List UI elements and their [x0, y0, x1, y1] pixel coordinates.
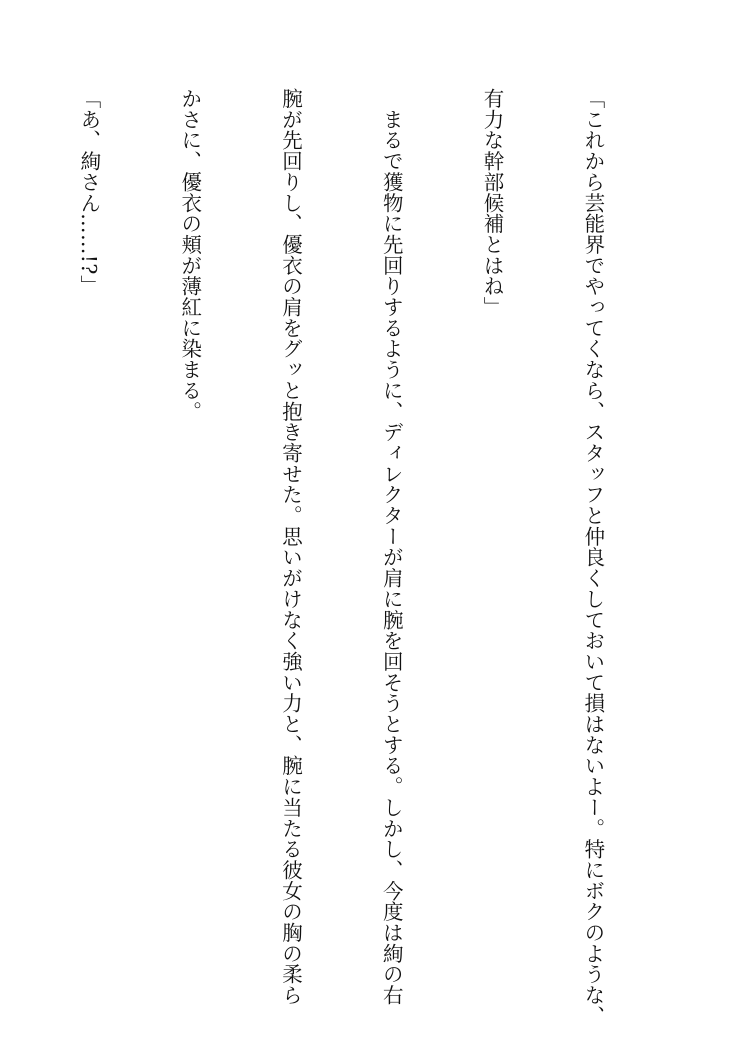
- text-column: まるで獲物に先回りするように、ディレクターが肩に腕を回そうとする。しかし、今度は絢の右: [379, 88, 404, 1006]
- text-column: 腕が先回りし、優衣の肩をグッと抱き寄せた。思いがけなく強い力と、腕に当たる彼女の胸の柔ら: [278, 88, 303, 1006]
- text-column: かさに、優衣の頬が薄紅に染まる。: [177, 88, 202, 422]
- vertical-text-body: [0, 88, 676, 1027]
- text-column: [0, 88, 4, 988]
- text-column: 有力な幹部候補とはね」: [480, 88, 505, 318]
- text-column: 「あ、絢さん……!?」: [76, 88, 101, 296]
- text-column: 「これから芸能界でやってくなら、スタッフと仲良くしておいて損はないよー。特にボクのような、: [580, 88, 605, 1027]
